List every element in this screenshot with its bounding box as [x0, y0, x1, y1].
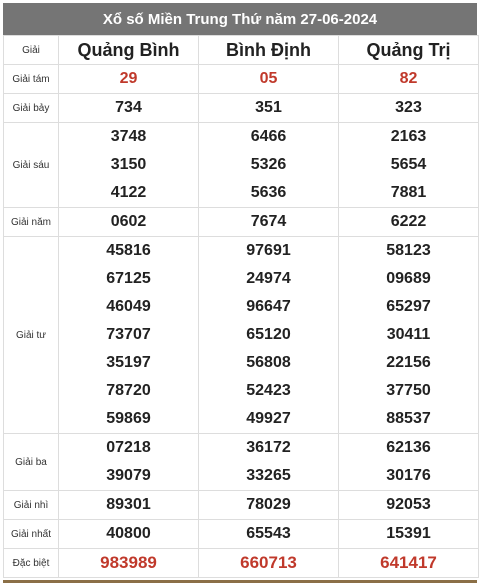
results-container — [3, 3, 477, 583]
results-table — [3, 35, 479, 578]
lottery-number[interactable]: 65120 — [246, 326, 291, 343]
prize-cell — [199, 208, 339, 237]
lottery-number[interactable]: 65543 — [246, 525, 291, 542]
prize-label: Giải sáu — [4, 123, 59, 208]
lottery-number[interactable]: 29 — [119, 70, 138, 87]
lottery-number[interactable]: 97691 — [246, 242, 291, 259]
lottery-number[interactable]: 6222 — [390, 213, 427, 230]
prize-label: Đặc biệt — [4, 549, 59, 578]
lottery-number[interactable]: 22156 — [386, 354, 431, 371]
lottery-number[interactable]: 56808 — [246, 354, 291, 371]
province-header-2[interactable]: Bình Định — [199, 36, 339, 65]
lottery-number[interactable]: 35197 — [106, 354, 151, 371]
prize-cell — [339, 65, 479, 94]
header-label: Giải — [4, 36, 59, 65]
prize-cell — [59, 434, 199, 491]
lottery-number[interactable]: 40800 — [106, 525, 151, 542]
prize-label: Giải tám — [4, 65, 59, 94]
prize-cell — [59, 237, 199, 434]
lottery-number[interactable]: 78720 — [106, 382, 151, 399]
lottery-number[interactable]: 660713 — [240, 553, 297, 572]
lottery-number[interactable]: 82 — [399, 70, 418, 87]
prize-rows — [4, 65, 479, 578]
header-row — [4, 36, 479, 65]
prize-cell — [339, 123, 479, 208]
lottery-number[interactable]: 2163 — [390, 128, 427, 145]
prize-row-giai-nhat — [4, 520, 479, 549]
prize-cell — [59, 549, 199, 578]
prize-cell — [199, 237, 339, 434]
prize-cell — [59, 491, 199, 520]
lottery-number[interactable]: 46049 — [106, 298, 151, 315]
lottery-number[interactable]: 15391 — [386, 525, 431, 542]
prize-label: Giải năm — [4, 208, 59, 237]
prize-cell — [59, 123, 199, 208]
prize-label: Giải tư — [4, 237, 59, 434]
lottery-number[interactable]: 734 — [115, 99, 142, 116]
lottery-number[interactable]: 0602 — [110, 213, 147, 230]
prize-row-giai-tam — [4, 65, 479, 94]
prize-cell — [59, 520, 199, 549]
lottery-number[interactable]: 67125 — [106, 270, 151, 287]
prize-cell — [199, 434, 339, 491]
prize-cell — [339, 94, 479, 123]
prize-row-giai-ba — [4, 434, 479, 491]
lottery-number[interactable]: 09689 — [386, 270, 431, 287]
prize-cell — [199, 123, 339, 208]
prize-cell — [199, 520, 339, 549]
lottery-number[interactable]: 37750 — [386, 382, 431, 399]
prize-cell — [59, 65, 199, 94]
prize-cell — [339, 520, 479, 549]
lottery-number[interactable]: 3150 — [110, 156, 147, 173]
lottery-number[interactable]: 983989 — [100, 553, 157, 572]
prize-cell — [199, 491, 339, 520]
lottery-number[interactable]: 58123 — [386, 242, 431, 259]
prize-cell — [199, 549, 339, 578]
lottery-number[interactable]: 36172 — [246, 439, 291, 456]
lottery-number[interactable]: 3748 — [110, 128, 147, 145]
prize-row-giai-sau — [4, 123, 479, 208]
prize-row-dac-biet — [4, 549, 479, 578]
prize-label: Giải nhì — [4, 491, 59, 520]
lottery-number[interactable]: 6466 — [250, 128, 287, 145]
prize-cell — [339, 208, 479, 237]
prize-label: Giải bảy — [4, 94, 59, 123]
lottery-number[interactable]: 641417 — [380, 553, 437, 572]
lottery-number[interactable]: 5326 — [250, 156, 287, 173]
prize-cell — [59, 94, 199, 123]
lottery-number[interactable]: 96647 — [246, 298, 291, 315]
lottery-number[interactable]: 323 — [395, 99, 422, 116]
lottery-number[interactable]: 59869 — [106, 410, 151, 427]
prize-label: Giải nhất — [4, 520, 59, 549]
lottery-number[interactable]: 5654 — [390, 156, 427, 173]
prize-row-giai-tu — [4, 237, 479, 434]
prize-cell — [339, 237, 479, 434]
prize-label: Giải ba — [4, 434, 59, 491]
lottery-number[interactable]: 33265 — [246, 467, 291, 484]
lottery-number[interactable]: 78029 — [246, 496, 291, 513]
lottery-number[interactable]: 45816 — [106, 242, 151, 259]
lottery-number[interactable]: 7674 — [250, 213, 287, 230]
lottery-number[interactable]: 07218 — [106, 439, 151, 456]
prize-cell — [339, 491, 479, 520]
lottery-number[interactable]: 49927 — [246, 410, 291, 427]
lottery-number[interactable]: 30176 — [386, 467, 431, 484]
prize-cell — [59, 208, 199, 237]
lottery-number[interactable]: 5636 — [250, 184, 287, 201]
prize-row-giai-nam — [4, 208, 479, 237]
lottery-number[interactable]: 88537 — [386, 410, 431, 427]
lottery-number[interactable]: 351 — [255, 99, 282, 116]
lottery-number[interactable]: 52423 — [246, 382, 291, 399]
prize-row-giai-bay — [4, 94, 479, 123]
lottery-number[interactable]: 39079 — [106, 467, 151, 484]
lottery-number[interactable]: 30411 — [386, 326, 431, 343]
province-header-1[interactable]: Quảng Bình — [59, 36, 199, 65]
prize-cell — [199, 65, 339, 94]
prize-cell — [339, 434, 479, 491]
lottery-number[interactable]: 89301 — [106, 496, 151, 513]
prize-cell — [339, 549, 479, 578]
lottery-number[interactable]: 24974 — [246, 270, 291, 287]
lottery-number[interactable]: 7881 — [390, 184, 427, 201]
lottery-number[interactable]: 05 — [259, 70, 278, 87]
prize-cell — [199, 94, 339, 123]
lottery-number[interactable]: 73707 — [106, 326, 151, 343]
lottery-number[interactable]: 92053 — [386, 496, 431, 513]
lottery-number[interactable]: 65297 — [386, 298, 431, 315]
lottery-number[interactable]: 62136 — [386, 439, 431, 456]
province-header-3[interactable]: Quảng Trị — [339, 36, 479, 65]
prize-row-giai-nhi — [4, 491, 479, 520]
results-title: Xổ số Miền Trung Thứ năm 27-06-2024 — [3, 3, 477, 35]
lottery-number[interactable]: 4122 — [110, 184, 147, 201]
